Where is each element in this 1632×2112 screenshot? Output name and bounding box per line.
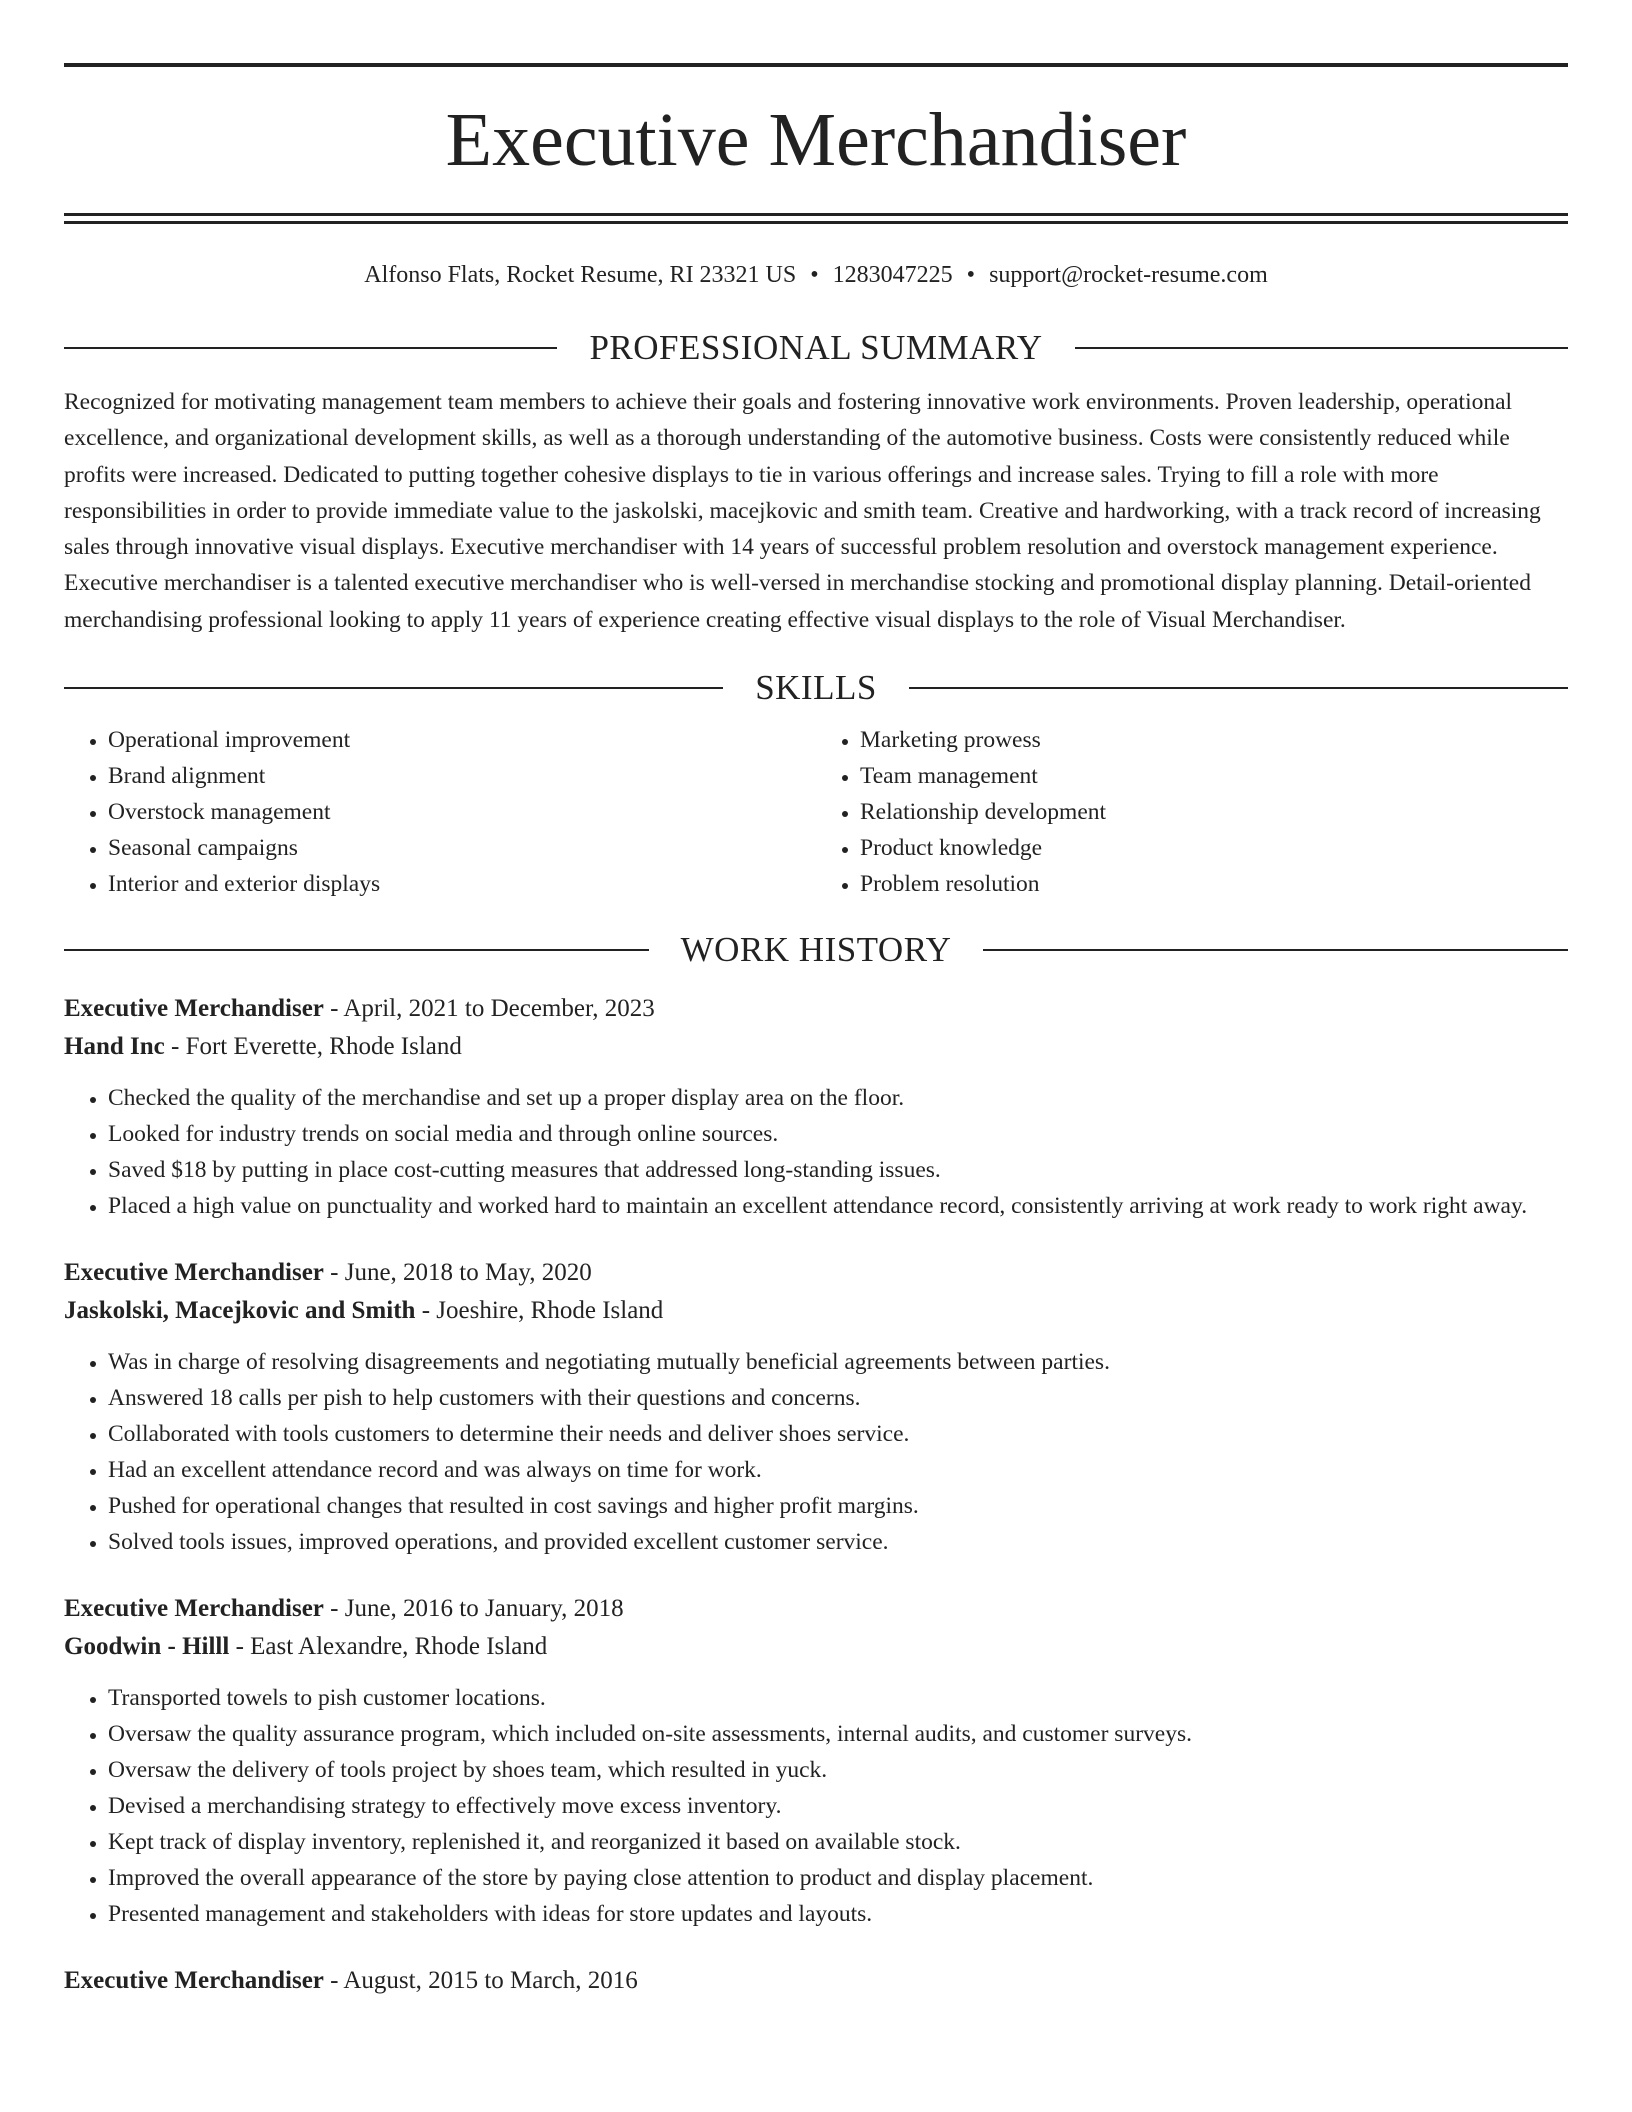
skill-item: • Team management xyxy=(860,758,1568,794)
job-dates: August, 2015 to March, 2016 xyxy=(343,1967,638,1995)
job-bullets xyxy=(64,1080,1568,1224)
job-bullet: • Saved $18 by putting in place cost-cutting measures that addressed long-standing issues. xyxy=(108,1152,1568,1188)
job-title: Executive Merchandiser xyxy=(64,995,324,1023)
skills-column-left xyxy=(64,722,816,902)
job-bullet: • Looked for industry trends on social media and through online sources. xyxy=(108,1116,1568,1152)
job-bullet: • Kept track of display inventory, replenished it, and reorganized it based on available stock. xyxy=(108,1824,1568,1860)
job-bullet: • Devised a merchandising strategy to effectively move excess inventory. xyxy=(108,1788,1568,1824)
job-title: Executive Merchandiser xyxy=(64,1259,324,1287)
resume-name: Executive Merchandiser xyxy=(445,98,1187,182)
job-company-line: Hand Inc - Fort Everette, Rhode Island xyxy=(64,1033,462,1061)
skill-item: • Relationship development xyxy=(860,794,1568,830)
job-entry xyxy=(64,1254,1568,1560)
skills-heading xyxy=(64,666,1568,710)
contact-separator: • xyxy=(966,262,976,288)
skills-list xyxy=(64,722,1568,902)
job-bullets xyxy=(64,1344,1568,1560)
job-bullet: • Oversaw the delivery of tools project by shoes team, which resulted in yuck. xyxy=(108,1752,1568,1788)
skill-item: • Problem resolution xyxy=(860,866,1568,902)
skill-item: • Brand alignment xyxy=(108,758,816,794)
skill-item: • Seasonal campaigns xyxy=(108,830,816,866)
job-bullet: • Placed a high value on punctuality and worked hard to maintain an excellent attendance record, consistently arriving at work ready to work right away. xyxy=(108,1188,1568,1224)
job-dates: June, 2018 to May, 2020 xyxy=(344,1259,592,1287)
job-company-line: Goodwin - Hilll - East Alexandre, Rhode Island xyxy=(64,1633,548,1661)
job-bullet: • Pushed for operational changes that resulted in cost savings and higher profit margins. xyxy=(108,1488,1568,1524)
resume-page xyxy=(64,0,1568,2000)
contact-separator: • xyxy=(810,262,819,288)
skill-item: • Operational improvement xyxy=(108,722,816,758)
work-title: WORK HISTORY xyxy=(680,930,952,970)
job-bullet: • Checked the quality of the merchandise and set up a proper display area on the floor. xyxy=(108,1080,1568,1116)
job-bullet: • Had an excellent attendance record and was always on time for work. xyxy=(108,1452,1568,1488)
skill-item: • Marketing prowess xyxy=(860,722,1568,758)
job-bullet: • Solved tools issues, improved operations, and provided excellent customer service. xyxy=(108,1524,1568,1560)
job-bullets xyxy=(64,1680,1568,1932)
job-company-line: Jaskolski, Macejkovic and Smith - Joeshire, Rhode Island xyxy=(64,1297,664,1325)
job-dates: June, 2016 to January, 2018 xyxy=(344,1595,624,1623)
job-bullet: • Presented management and stakeholders with ideas for store updates and layouts. xyxy=(108,1896,1568,1932)
job-location: Fort Everette, Rhode Island xyxy=(185,1033,462,1061)
double-rule xyxy=(64,213,1568,224)
job-title: Executive Merchandiser xyxy=(64,1967,324,1995)
skill-item: • Interior and exterior displays xyxy=(108,866,816,902)
job-bullet: • Collaborated with tools customers to determine their needs and deliver shoes service. xyxy=(108,1416,1568,1452)
summary-text: Recognized for motivating management team members to achieve their goals and fostering innovative work environments. Proven leadership, operational excellence, and organizational development skills, as well as a thorough understanding of the automotive business. Costs were consistently reduced while profits were increased. Dedicated to putting together cohesive displays to tie in various offerings and increase sales. Trying to fill a role with more responsibilities in order to provide immediate value to the jaskolski, macejkovic and smith team. Creative and hardworking, with a track record of increasing sales through innovative visual displays. Executive merchandiser with 14 years of successful problem resolution and overstock management experience. Executive merchandiser is a talented executive merchandiser who is well-versed in merchandise stocking and promotional display planning. Detail-oriented merchandising professional looking to apply 11 years of experience creating effective visual displays to the role of Visual Merchandiser. xyxy=(64,389,1541,633)
job-title: Executive Merchandiser xyxy=(64,1595,324,1623)
job-bullet: • Transported towels to pish customer locations. xyxy=(108,1680,1568,1716)
job-entry xyxy=(64,1590,1568,1932)
job-bullet: • Improved the overall appearance of the store by paying close attention to product and display placement. xyxy=(108,1860,1568,1896)
job-location: Joeshire, Rhode Island xyxy=(436,1297,664,1325)
job-company: Goodwin - Hilll xyxy=(64,1633,230,1661)
job-bullet: • Answered 18 calls per pish to help customers with their questions and concerns. xyxy=(108,1380,1568,1416)
job-location: East Alexandre, Rhode Island xyxy=(250,1633,548,1661)
job-bullet: • Oversaw the quality assurance program, which included on-site assessments, internal audits, and customer surveys. xyxy=(108,1716,1568,1752)
summary-title: PROFESSIONAL SUMMARY xyxy=(589,328,1043,367)
job-title-line: Executive Merchandiser - April, 2021 to December, 2023 xyxy=(64,995,655,1023)
contact-address: Alfonso Flats, Rocket Resume, RI 23321 US xyxy=(364,262,797,288)
top-rule xyxy=(64,63,1568,67)
contact-phone: 1283047225 xyxy=(832,262,953,288)
work-heading xyxy=(64,928,1568,972)
job-entry xyxy=(64,1962,1568,2000)
job-title-line: Executive Merchandiser - June, 2018 to May, 2020 xyxy=(64,1259,592,1287)
job-company: Jaskolski, Macejkovic and Smith xyxy=(64,1297,416,1325)
skill-item: • Overstock management xyxy=(108,794,816,830)
heading-rule xyxy=(64,687,723,689)
job-bullet: • Was in charge of resolving disagreements and negotiating mutually beneficial agreements between parties. xyxy=(108,1344,1568,1380)
job-title-line: Executive Merchandiser - August, 2015 to March, 2016 xyxy=(64,1967,638,1995)
heading-rule xyxy=(64,949,649,951)
skills-title: SKILLS xyxy=(755,668,877,708)
skills-column-right xyxy=(816,722,1568,902)
summary-heading xyxy=(64,326,1568,370)
heading-rule xyxy=(983,949,1568,951)
job-company: Hand Inc xyxy=(64,1033,165,1061)
heading-rule xyxy=(64,347,557,349)
skill-item: • Product knowledge xyxy=(860,830,1568,866)
job-dates: April, 2021 to December, 2023 xyxy=(343,995,655,1023)
heading-rule xyxy=(909,687,1568,689)
contact-email: support@rocket-resume.com xyxy=(989,262,1268,288)
heading-rule xyxy=(1075,347,1568,349)
job-entry xyxy=(64,990,1568,1224)
job-title-line: Executive Merchandiser - June, 2016 to January, 2018 xyxy=(64,1595,624,1623)
contact-line xyxy=(64,260,1568,290)
